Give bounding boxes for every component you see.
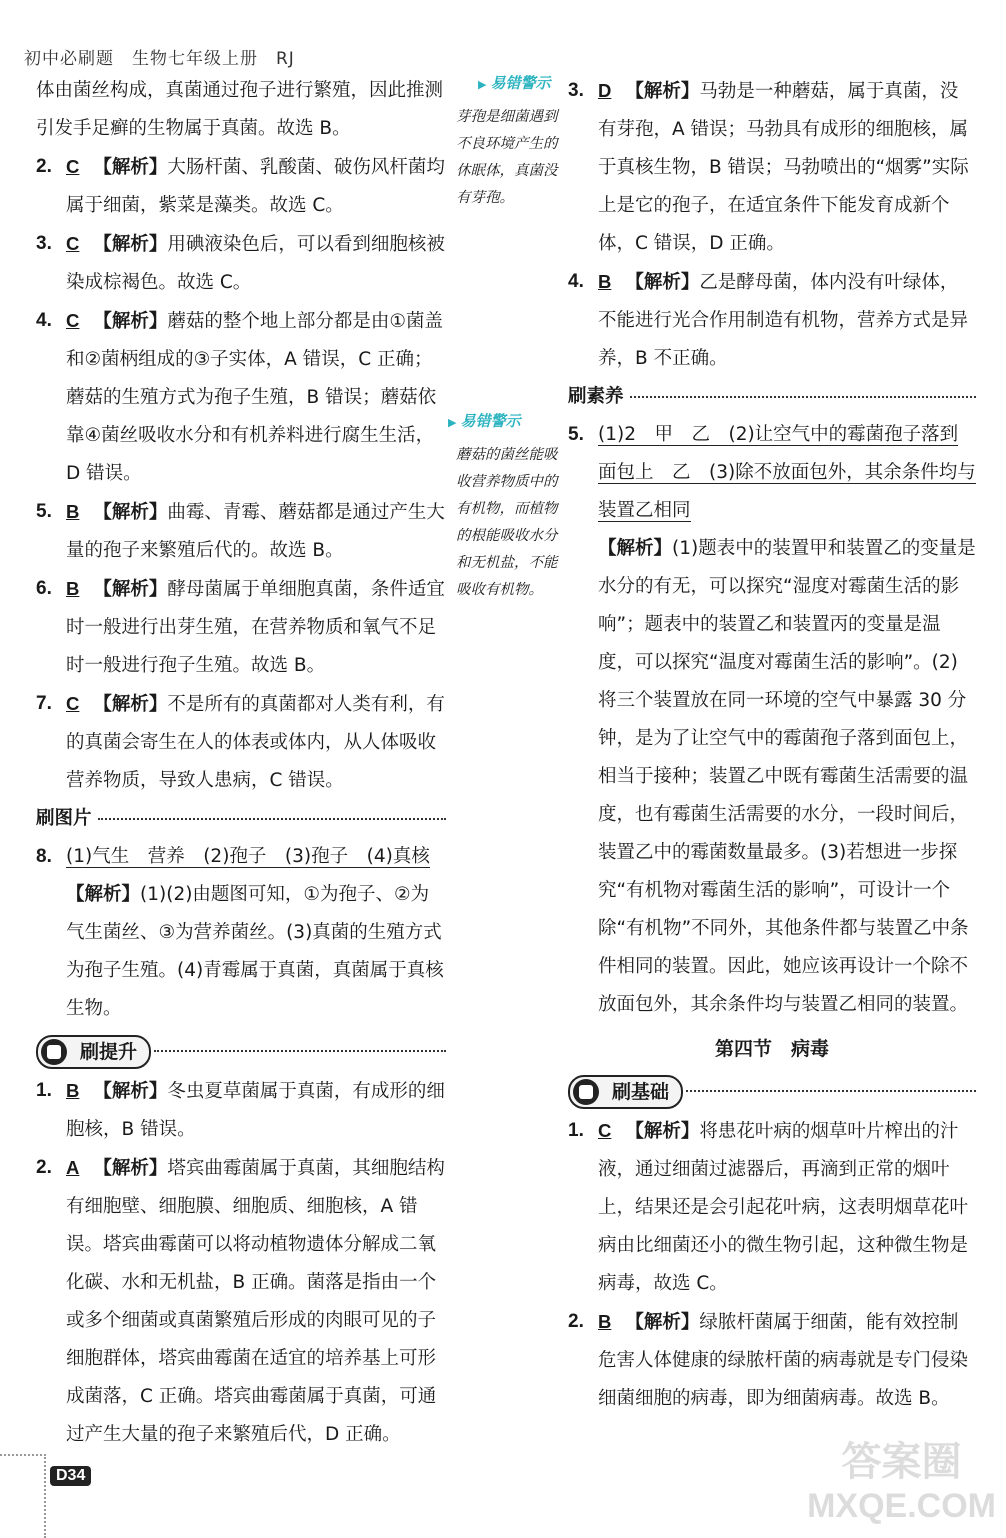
answer-item-8: [36, 838, 446, 1028]
watermark-url: MXQE.COM: [807, 1487, 996, 1525]
page-number: D34: [50, 1466, 91, 1486]
item-list: [36, 148, 446, 800]
answer-item: [36, 302, 446, 493]
analysis-text: 蘑菇的整个地上部分都是由①菌盖和②菌柄组成的③子实体，A 错误，C 正确；蘑菇的生殖方式为孢子生殖，B 错误；蘑菇依靠④菌丝吸收水分和有机养料进行腐生生活，D 错误。: [66, 311, 443, 484]
analysis-text: 将患花叶病的烟草叶片榨出的汁液，通过细菌过滤器后，再滴到正常的烟叶上，结果还是会引起花叶病，这表明烟草花叶病由比细菌还小的微生物引起，这种微生物是病毒，故选 C。: [598, 1121, 969, 1294]
answer-choice: B: [598, 1311, 612, 1332]
analysis-text: 不是所有的真菌都对人类有利，有的真菌会寄生在人的体表或体内，从人体吸收营养物质，导致人患病，C 错误。: [66, 694, 445, 791]
analysis-tag: 【解析】: [93, 694, 168, 715]
left-column: [36, 72, 446, 1454]
section-title: 刷素养: [568, 386, 624, 407]
answer-item: [36, 493, 446, 570]
analysis-text: (1)题表中的装置甲和装置乙的变量是水分的有无，可以探究“湿度对霉菌生活的影响”；题表中的装置乙和装置丙的变量是温度，可以探究“温度对霉菌生活的影响”。(2)将三个装置放在同一环境的空气中暴露 30 分钟，是为了让空气中的霉菌孢子落到面包上，相当于接种；装置乙中既有霉菌生活需要的温度，也有霉菌生活需要的水分，一段时间后，装置乙中的霉菌数量最多。(3)若想进一步探究“有机物对霉菌生活的影响”，可设计一个除“有机物”不同外，其他条件都与装置乙中条件相同的装置。因此，她应该再设计一个除不放面包外，其余条件均与装置乙相同的装置。: [598, 538, 976, 1015]
analysis-tag: 【解析】: [93, 579, 168, 600]
item-number: 2.: [36, 156, 52, 177]
pencil-badge-icon: [573, 1079, 599, 1105]
item-number: 8.: [36, 846, 52, 867]
analysis-tag: 【解析】: [93, 157, 168, 178]
item-number: 5.: [568, 424, 584, 445]
answer-choice: B: [66, 1080, 80, 1101]
answer-choice: C: [66, 693, 80, 714]
analysis-text: 酵母菌属于单细胞真菌，条件适宜时一般进行出芽生殖，在营养物质和氧气不足时一般进行孢子生殖。故选 B。: [66, 579, 445, 676]
watermark: [807, 1430, 996, 1526]
item-number: 6.: [36, 578, 52, 599]
dotted-divider: [154, 1050, 446, 1052]
dotted-divider: [630, 396, 976, 398]
analysis-tag: 【解析】: [625, 1312, 700, 1333]
badge-label: 刷基础: [612, 1081, 670, 1103]
pencil-badge-icon: [41, 1039, 67, 1065]
analysis-text: 马勃是一种蘑菇，属于真菌，没有芽孢，A 错误；马勃具有成形的细胞核，属于真核生物，B 错误；马勃喷出的“烟雾”实际上是它的孢子，在适宜条件下能发育成新个体，C 错误，D 正确。: [598, 81, 969, 254]
analysis-text: 乙是酵母菌，体内没有叶绿体，不能进行光合作用制造有机物，营养方式是异养，B 不正确。: [598, 272, 969, 369]
item-number: 3.: [36, 233, 52, 254]
answer-choice: B: [66, 501, 80, 522]
item-number: 4.: [568, 271, 584, 292]
answer-choice: A: [66, 1157, 80, 1178]
chapter-title: 第四节 病毒: [714, 1038, 829, 1060]
analysis-text: 塔宾曲霉菌属于真菌，其细胞结构有细胞壁、细胞膜、细胞质、细胞核，A 错误。塔宾曲霉菌可以将动植物遗体分解成二氧化碳、水和无机盐，B 正确。菌落是指由一个或多个细菌或真菌繁殖后形成的肉眼可见的子细胞群体，塔宾曲霉菌在适宜的培养基上可形成菌落，C 正确。塔宾曲霉菌属于真菌，可通过产生大量的孢子来繁殖后代，D 正确。: [66, 1158, 445, 1445]
answer-choice: B: [598, 271, 612, 292]
answer-choice: C: [598, 1120, 612, 1141]
section-header-pictures: [36, 800, 446, 838]
tip-body: 蘑菇的菌丝能吸收营养物质中的有机物，而植物的根能吸收水分和无机盐，不能吸收有机物。: [456, 447, 558, 598]
answer-item-5: [568, 416, 976, 1024]
item-number: 2.: [568, 1311, 584, 1332]
answer-choice: C: [66, 310, 80, 331]
analysis-tag: 【解析】: [66, 884, 141, 905]
section-header-literacy: [568, 378, 976, 416]
item-number: 2.: [36, 1157, 52, 1178]
tip-body: 芽孢是细菌遇到不良环境产生的休眠体，真菌没有芽孢。: [456, 109, 558, 206]
item-number: 1.: [36, 1080, 52, 1101]
dotted-divider: [98, 818, 446, 820]
answer-item: [568, 1112, 976, 1303]
right-column: [568, 72, 976, 1418]
fill-in-answer: (1)气生 营养 (2)孢子 (3)孢子 (4)真核: [66, 846, 430, 867]
answer-choice: C: [66, 233, 80, 254]
fill-in-answer: (1)2 甲 乙 (2)让空气中的霉菌孢子落到面包上 乙 (3)除不放面包外，其余条件均与装置乙相同: [598, 424, 976, 521]
section-badge-basic: [568, 1070, 976, 1110]
analysis-text: 用碘液染色后，可以看到细胞核被染成棕褐色。故选 C。: [66, 234, 445, 293]
analysis-tag: 【解析】: [93, 1081, 168, 1102]
dotted-divider: [686, 1090, 976, 1092]
section-title: 刷图片: [36, 808, 92, 829]
answer-item: [568, 72, 976, 263]
item-number: 5.: [36, 501, 52, 522]
item-number: 7.: [36, 693, 52, 714]
tip-title: ▶ 易错警示: [448, 410, 520, 431]
analysis-tag: 【解析】: [625, 1121, 700, 1142]
analysis-tag: 【解析】: [93, 234, 168, 255]
analysis-tag: 【解析】: [625, 81, 700, 102]
analysis-text: 曲霉、青霉、蘑菇都是通过产生大量的孢子来繁殖后代的。故选 B。: [66, 502, 445, 561]
answer-item: [36, 1149, 446, 1454]
intro-paragraph: 体由菌丝构成，真菌通过孢子进行繁殖，因此推测引发手足癣的生物属于真菌。故选 B。: [36, 80, 444, 139]
badge: [568, 1075, 683, 1109]
item-list: [568, 1112, 976, 1418]
answer-choice: B: [66, 578, 80, 599]
answer-item: [36, 225, 446, 302]
analysis-tag: 【解析】: [93, 502, 168, 523]
analysis-text: 冬虫夏草菌属于真菌，有成形的细胞核，B 错误。: [66, 1081, 445, 1140]
analysis-tag: 【解析】: [625, 272, 700, 293]
answer-choice: C: [66, 156, 80, 177]
running-header: 初中必刷题 生物七年级上册 RJ: [24, 49, 295, 69]
answer-choice: D: [598, 80, 612, 101]
section-badge-improve: [36, 1030, 446, 1070]
watermark-logo-text: 答案圈: [841, 1439, 962, 1485]
answer-item: [568, 1303, 976, 1418]
item-list: [36, 1072, 446, 1454]
tip-title: ▶ 易错警示: [478, 72, 550, 93]
answer-item: [36, 1072, 446, 1149]
badge: [36, 1035, 151, 1069]
analysis-tag: 【解析】: [93, 1158, 168, 1179]
answer-item: [36, 148, 446, 225]
item-number: 4.: [36, 310, 52, 331]
badge-label: 刷提升: [80, 1041, 138, 1063]
analysis-text: 绿脓杆菌属于细菌，能有效控制危害人体健康的绿脓杆菌的病毒就是专门侵染细菌细胞的病毒，即为细菌病毒。故选 B。: [598, 1312, 969, 1409]
item-number: 3.: [568, 80, 584, 101]
answer-item: [36, 570, 446, 685]
answer-item: [568, 263, 976, 378]
analysis-text: (1)(2)由题图可知，①为孢子、②为气生菌丝、③为营养菌丝。(3)真菌的生殖方式为孢子生殖。(4)青霉属于真菌，真菌属于真核生物。: [66, 884, 444, 1019]
analysis-tag: 【解析】: [598, 538, 673, 559]
answer-item: [36, 685, 446, 800]
analysis-text: 大肠杆菌、乳酸菌、破伤风杆菌均属于细菌，紫菜是藻类。故选 C。: [66, 157, 445, 216]
item-list: [568, 72, 976, 378]
page-corner-decoration: [0, 1454, 46, 1538]
analysis-tag: 【解析】: [93, 311, 168, 332]
item-number: 1.: [568, 1120, 584, 1141]
